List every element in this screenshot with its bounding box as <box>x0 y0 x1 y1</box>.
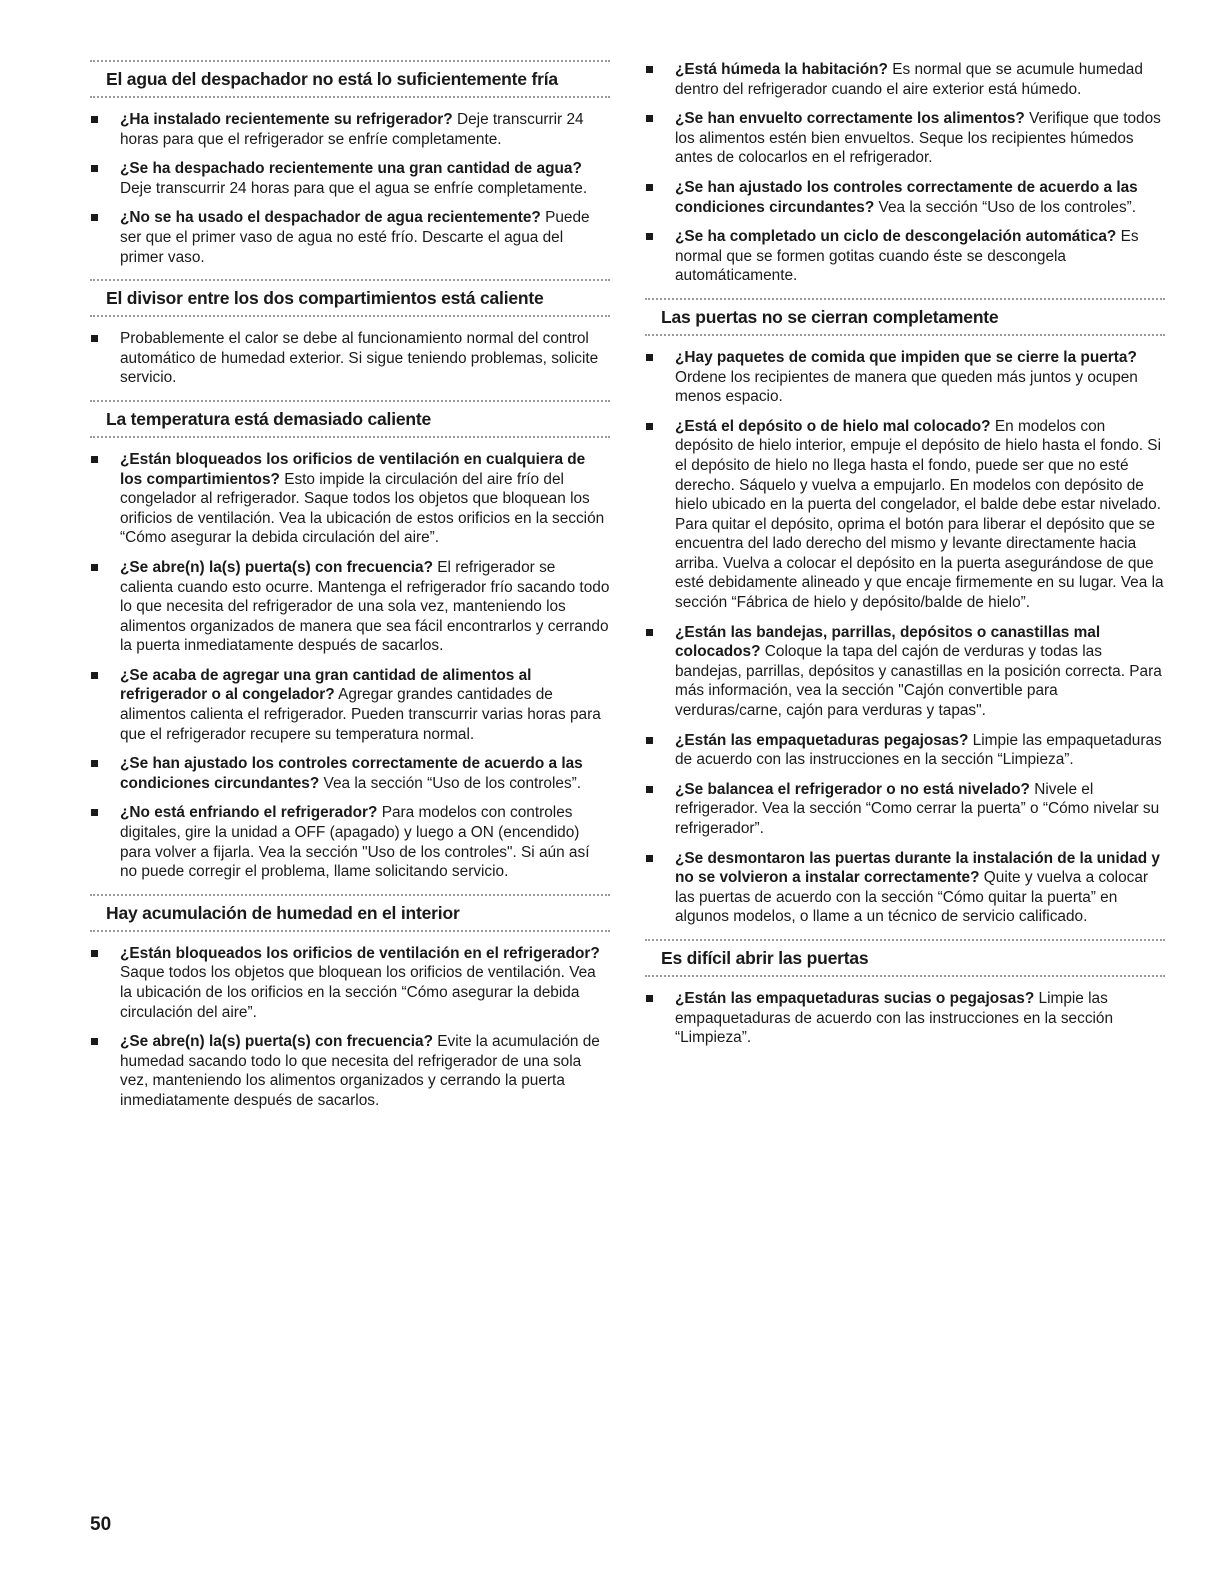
section-heading-bar <box>645 939 1165 977</box>
bullet-item <box>645 731 1165 770</box>
answer-text: Puede ser que el primer vaso de agua no esté frío. Descarte el agua del primer vaso. <box>120 209 590 266</box>
bullet-item <box>645 989 1165 1048</box>
section-heading: Es difícil abrir las puertas <box>661 947 869 968</box>
square-bullet-icon <box>91 760 98 767</box>
answer-text: Agregar grandes cantidades de alimentos calienta el refrigerador. Pueden transcurrir varias horas para que el refrigerador recupere su temperatura normal. <box>120 686 601 743</box>
question-text: ¿No está enfriando el refrigerador? <box>120 804 378 822</box>
square-bullet-icon <box>646 66 653 73</box>
page-number: 50 <box>90 1514 112 1535</box>
question-text: ¿Se desmontaron las puertas durante la instalación de la unidad y no se volvieron a instalar correctamente? <box>675 849 1160 887</box>
bullet-item <box>645 849 1165 927</box>
answer-text: Quite y vuelva a colocar las puertas de acuerdo con la sección “Cómo quitar la puerta” en algunos modelos, o llame a un técnico de servicio calificado. <box>675 869 1149 926</box>
bullet-item <box>645 417 1165 613</box>
answer-text: Para modelos con controles digitales, gire la unidad a OFF (apagado) y luego a ON (encendido) para volver a fijarla. Vea la sección "Uso de los controles". Si aún así no puede corregir el problema, llame solicitando servicio. <box>120 804 590 881</box>
question-text: ¿Ha instalado recientemente su refrigerador? <box>120 111 453 128</box>
section-heading: Hay acumulación de humedad en el interior <box>106 902 460 923</box>
answer-text: Saque todos los objetos que bloquean los orificios de ventilación. Vea la ubicación de los orificios en la sección “Cómo asegurar la debida circulación del aire”. <box>120 964 596 1021</box>
troubleshooting-section <box>90 279 610 388</box>
bullet-item <box>90 159 610 198</box>
square-bullet-icon <box>91 1038 98 1045</box>
question-text: ¿Está el depósito o de hielo mal colocado? <box>675 417 991 435</box>
question-text: ¿Están las empaquetaduras pegajosas? <box>675 731 969 749</box>
bullet-item <box>90 803 610 881</box>
answer-text: Nivele el refrigerador. Vea la sección “Como cerrar la puerta” o “Cómo nivelar su refrigerador”. <box>675 780 1160 837</box>
bullet-item <box>90 450 610 548</box>
square-bullet-icon <box>646 115 653 122</box>
answer-text: Limpie las empaquetaduras de acuerdo con las instrucciones en la sección “Limpieza”. <box>675 989 1114 1047</box>
square-bullet-icon <box>646 233 653 240</box>
question-text: ¿Hay paquetes de comida que impiden que se cierre la puerta? <box>675 348 1137 366</box>
square-bullet-icon <box>91 672 98 679</box>
square-bullet-icon <box>646 629 653 636</box>
square-bullet-icon <box>91 214 98 221</box>
answer-text: Vea la sección “Uso de los controles”. <box>874 198 1137 216</box>
square-bullet-icon <box>91 950 98 957</box>
troubleshooting-section <box>645 939 1165 1048</box>
answer-text: Evite la acumulación de humedad sacando todo lo que necesita del refrigerador de una sola vez, manteniendo los alimentos organizados y cerrando la puerta inmediatamente después de sacarlos. <box>120 1033 600 1109</box>
question-text: ¿Están bloqueados los orificios de ventilación en el refrigerador? <box>120 944 600 962</box>
bullet-item <box>90 944 610 1022</box>
answer-text: En modelos con depósito de hielo interior, empuje el depósito de hielo hasta el fondo. Si el depósito de hielo no llega hasta el fondo, puede ser que no esté derecho. Sáquelo y vuelva a empujarlo. En modelos con depósito de hielo ubicado en la puerta del congelador, el balde debe estar nivelado. Para quitar el depósito, oprima el botón para liberar el depósito que se encuentra del lado derecho del mismo y levante directamente hacia arriba. Vuelva a colocar el depósito en la puerta asegurándose de que esté debidamente alineado y que encaje firmemente en su lugar. Vea la sección “Fábrica de hielo y depósito/balde de hielo”. <box>675 417 1164 612</box>
question-text: ¿Se ha completado un ciclo de descongelación automática? <box>675 228 1117 246</box>
answer-text: Coloque la tapa del cajón de verduras y todas las bandejas, parrillas, depósitos y canastillas en la posición correcta. Para más información, vea la sección "Cajón convertible para verduras/carne, cajón para verduras y tapas". <box>675 643 1162 720</box>
section-heading-bar <box>90 60 610 98</box>
bullet-item <box>90 666 610 744</box>
square-bullet-icon <box>646 995 653 1002</box>
question-text: ¿Está húmeda la habitación? <box>675 61 888 78</box>
section-heading: Las puertas no se cierran completamente <box>661 306 999 327</box>
question-text: ¿Se abre(n) la(s) puerta(s) con frecuencia? <box>120 1033 434 1051</box>
bullet-item <box>645 227 1165 286</box>
section-heading-bar <box>90 894 610 932</box>
answer-text: El refrigerador se calienta cuando esto ocurre. Mantenga el refrigerador frío sacando todo lo que necesita del refrigerador de una sola vez, manteniendo los alimentos organizados de manera que sea fácil encontrarlos y cerrando la puerta inmediatamente después de sacarlos. <box>120 558 610 655</box>
square-bullet-icon <box>646 423 653 430</box>
bullet-item <box>90 208 610 267</box>
bullet-item <box>90 110 610 149</box>
answer-text: Ordene los recipientes de manera que queden más juntos y ocupen menos espacio. <box>675 368 1138 406</box>
square-bullet-icon <box>646 737 653 744</box>
bullet-item <box>645 60 1165 99</box>
section-heading-bar <box>90 279 610 317</box>
question-text: ¿Están bloqueados los orificios de ventilación en cualquiera de los compartimientos? <box>120 450 586 488</box>
answer-text: Probablemente el calor se debe al funcionamiento normal del control automático de humedad exterior. Si sigue teniendo problemas, solicite servicio. <box>120 330 599 387</box>
question-text: ¿Se balancea el refrigerador o no está nivelado? <box>675 780 1030 798</box>
square-bullet-icon <box>646 184 653 191</box>
square-bullet-icon <box>646 354 653 361</box>
bullet-item <box>90 754 610 793</box>
bullet-item <box>90 1032 610 1110</box>
square-bullet-icon <box>91 335 98 342</box>
answer-text: Vea la sección “Uso de los controles”. <box>319 774 582 792</box>
bullet-item <box>645 348 1165 407</box>
question-text: ¿Se han ajustado los controles correctamente de acuerdo a las condiciones circundantes? <box>120 755 583 792</box>
troubleshooting-section <box>90 400 610 882</box>
square-bullet-icon <box>646 855 653 862</box>
question-text: ¿Se han ajustado los controles correctamente de acuerdo a las condiciones circundantes? <box>675 178 1138 216</box>
right-column <box>645 60 1165 1060</box>
question-text: ¿No se ha usado el despachador de agua recientemente? <box>120 209 541 227</box>
question-text: ¿Están las bandejas, parrillas, depósitos o canastillas mal colocados? <box>675 623 1101 661</box>
bullet-item <box>645 109 1165 168</box>
section-heading: El divisor entre los dos compartimientos está caliente <box>106 288 544 309</box>
troubleshooting-section <box>645 60 1165 286</box>
section-heading-bar <box>645 298 1165 336</box>
question-text: ¿Se han envuelto correctamente los alimentos? <box>675 110 1025 128</box>
bullet-item <box>90 558 610 656</box>
bullet-item <box>645 623 1165 721</box>
answer-text: Es normal que se acumule humedad dentro del refrigerador cuando el aire exterior está húmedo. <box>675 61 1143 98</box>
answer-text: Es normal que se formen gotitas cuando éste se descongela automáticamente. <box>675 228 1139 285</box>
square-bullet-icon <box>646 786 653 793</box>
square-bullet-icon <box>91 809 98 816</box>
square-bullet-icon <box>91 564 98 571</box>
question-text: ¿Se acaba de agregar una gran cantidad de alimentos al refrigerador o al congelador? <box>120 666 532 704</box>
bullet-item <box>645 178 1165 217</box>
troubleshooting-section <box>90 894 610 1111</box>
answer-text: Verifique que todos los alimentos estén bien envueltos. Seque los recipientes húmedos antes de colocarlos en el refrigerador. <box>675 110 1161 167</box>
troubleshooting-section <box>90 60 610 267</box>
answer-text: Limpie las empaquetaduras de acuerdo con las instrucciones en la sección “Limpieza”. <box>675 731 1162 769</box>
left-column <box>90 60 610 1123</box>
answer-text: Esto impide la circulación del aire frío del congelador al refrigerador. Saque todos los objetos que bloquean los orificios de ventilación. Vea la ubicación de estos orificios en la sección “Cómo asegurar la debida circulación del aire”. <box>120 470 605 547</box>
bullet-item <box>645 780 1165 839</box>
troubleshooting-section <box>645 298 1165 927</box>
square-bullet-icon <box>91 456 98 463</box>
answer-text: Deje transcurrir 24 horas para que el agua se enfríe completamente. <box>120 179 588 197</box>
square-bullet-icon <box>91 165 98 172</box>
section-heading-bar <box>90 400 610 438</box>
question-text: ¿Se ha despachado recientemente una gran cantidad de agua? <box>120 160 582 178</box>
question-text: ¿Se abre(n) la(s) puerta(s) con frecuencia? <box>120 558 434 576</box>
question-text: ¿Están las empaquetaduras sucias o pegajosas? <box>675 989 1035 1007</box>
section-heading: El agua del despachador no está lo suficientemente fría <box>106 69 558 89</box>
section-heading: La temperatura está demasiado caliente <box>106 408 432 429</box>
bullet-item <box>90 329 610 388</box>
answer-text: Deje transcurrir 24 horas para que el refrigerador se enfríe completamente. <box>120 111 584 148</box>
square-bullet-icon <box>91 116 98 123</box>
